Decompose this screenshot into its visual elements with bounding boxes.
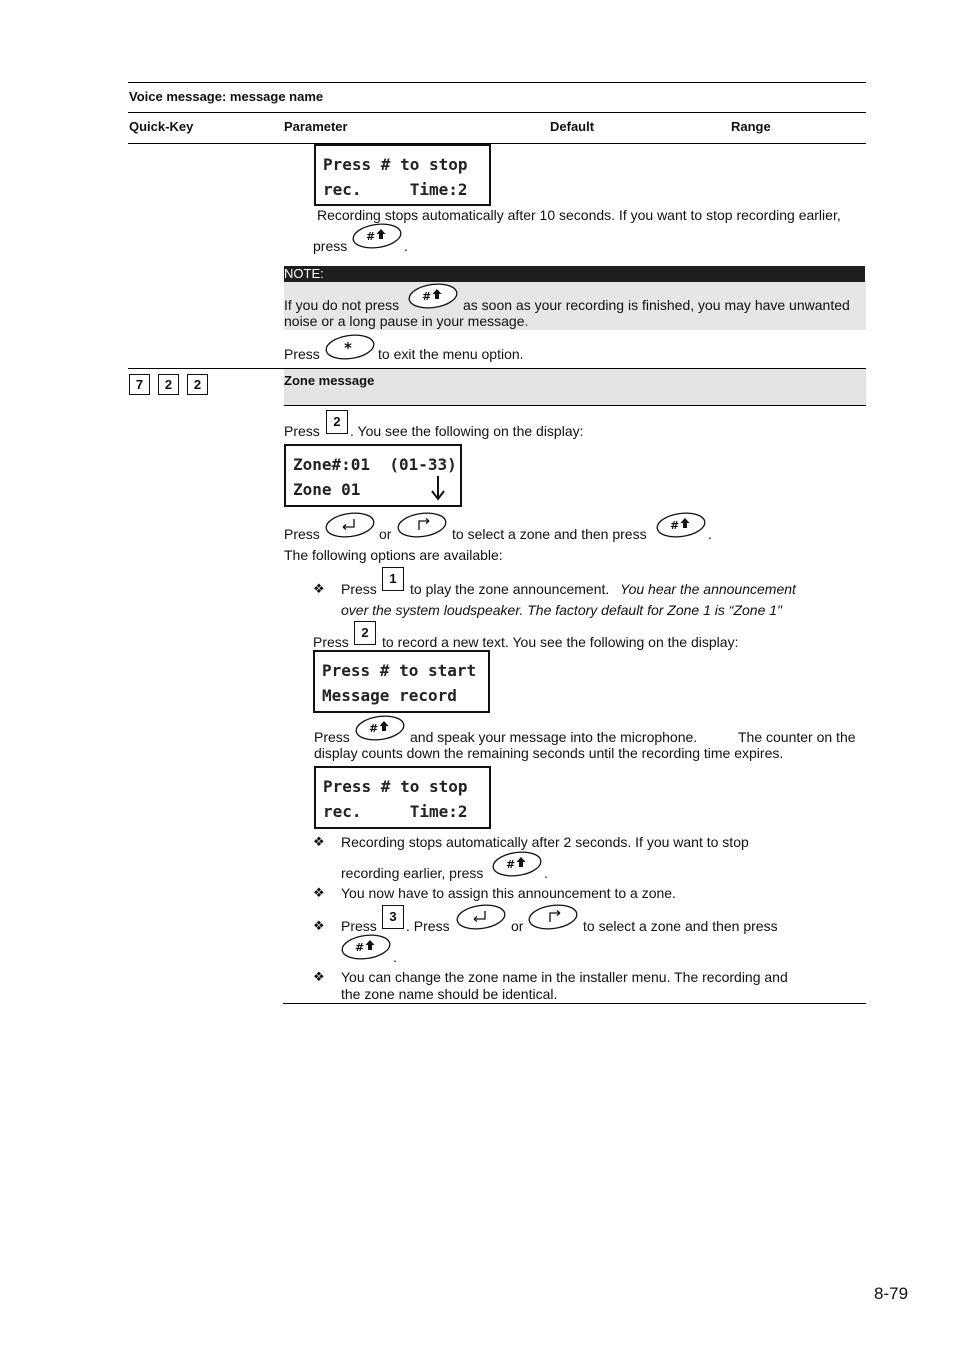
top-rule <box>128 82 866 83</box>
hash-up-key-icon <box>656 512 706 538</box>
hash-up-key-icon <box>352 223 402 249</box>
period: . <box>544 865 548 881</box>
select-zone-text-2: to select a zone and then press <box>583 918 778 934</box>
see-display-text: . You see the following on the display: <box>350 423 584 439</box>
bullet-icon: ❖ <box>313 581 325 596</box>
key-2: 2 <box>354 621 376 645</box>
announcement-italic-2: over the system loudspeaker. The factory default for Zone 1 is “Zone 1" <box>341 602 782 618</box>
col-default: Default <box>550 119 595 134</box>
press-label: Press <box>341 918 377 934</box>
note-text-c: noise or a long pause in your message. <box>284 313 529 329</box>
record-new-text: to record a new text. You see the following on the display: <box>382 634 739 650</box>
lcd-display-zone: Zone#:01 (01-33) Zone 01 <box>284 444 462 507</box>
enter-arrow-key-icon <box>456 904 506 930</box>
note-label: NOTE: <box>284 266 324 281</box>
enter-arrow-key-icon <box>325 512 375 538</box>
period: . <box>393 949 397 965</box>
period: . <box>708 526 712 542</box>
quick-key-2: 2 <box>158 374 179 395</box>
quick-key-7: 7 <box>129 374 150 395</box>
or-label: or <box>511 918 524 934</box>
bullet-icon: ❖ <box>313 834 325 849</box>
lcd-display-stop-2: Press # to stop rec. Time:2 <box>314 766 491 829</box>
arrow-down-icon <box>430 474 446 502</box>
note-bar <box>284 266 865 282</box>
press-label: Press <box>313 634 349 650</box>
bullet-icon: ❖ <box>313 885 325 900</box>
select-zone-text: to select a zone and then press <box>452 526 647 542</box>
star-key-icon <box>325 334 375 360</box>
return-arrow-key-icon <box>397 512 447 538</box>
play-announcement-text: to play the zone announcement. <box>410 581 610 597</box>
table-bottom-rule <box>283 1003 866 1004</box>
press-label: press <box>313 238 348 254</box>
quick-key-2b: 2 <box>187 374 208 395</box>
note-text-a: If you do not press <box>284 297 400 313</box>
press-label: Press <box>284 526 320 542</box>
key-1: 1 <box>382 567 404 591</box>
exit-press: Press <box>284 346 320 362</box>
bullet-icon: ❖ <box>313 969 325 984</box>
key-3: 3 <box>382 905 404 929</box>
press-label-2: . Press <box>406 918 450 934</box>
hash-up-key-icon <box>408 283 458 309</box>
speak-text-c: display counts down the remaining seconds until the recording time expires. <box>314 745 784 761</box>
section-title: Voice message: message name <box>129 89 324 104</box>
auto-stop-2-text: Recording stops automatically after 2 seconds. If you want to stop <box>341 834 749 850</box>
return-arrow-key-icon <box>528 904 578 930</box>
speak-text-b: The counter on the <box>738 729 856 745</box>
col-quick-key: Quick-Key <box>129 119 194 134</box>
press-label: Press <box>341 581 377 597</box>
lcd-display-start: Press # to start Message record <box>313 650 490 713</box>
bullet-icon: ❖ <box>313 918 325 933</box>
lcd-display-stop: Press # to stop rec. Time:2 <box>314 144 491 206</box>
or-label: or <box>379 526 392 542</box>
key-2: 2 <box>326 410 348 434</box>
note-text-b: as soon as your recording is finished, you may have unwanted <box>463 297 850 313</box>
col-range: Range <box>731 119 771 134</box>
header-rule <box>128 112 866 113</box>
exit-text: to exit the menu option. <box>378 346 524 362</box>
change-name-text-a: You can change the zone name in the installer menu. The recording and <box>341 969 788 985</box>
announcement-italic-1: You hear the announcement <box>620 581 796 597</box>
page-number: 8-79 <box>874 1284 909 1303</box>
change-name-text-b: the zone name should be identical. <box>341 986 558 1002</box>
hash-up-key-icon <box>341 934 391 960</box>
auto-stop-text: Recording stops automatically after 10 seconds. If you want to stop recording earlier, <box>317 207 841 223</box>
options-text: The following options are available: <box>284 547 503 563</box>
stop-earlier-text: recording earlier, press <box>341 865 484 881</box>
hash-up-key-icon <box>355 715 405 741</box>
hash-up-key-icon <box>492 851 542 877</box>
zone-header-rule <box>284 405 866 406</box>
press-label: Press <box>284 423 320 439</box>
assign-zone-text: You now have to assign this announcement to a zone. <box>341 885 676 901</box>
col-parameter: Parameter <box>284 119 348 134</box>
press-label: Press <box>314 729 350 745</box>
speak-text-a: and speak your message into the microphone. <box>410 729 698 745</box>
zone-message-title: Zone message <box>284 373 375 388</box>
period: . <box>404 238 408 254</box>
header-bottom-rule <box>128 143 866 144</box>
